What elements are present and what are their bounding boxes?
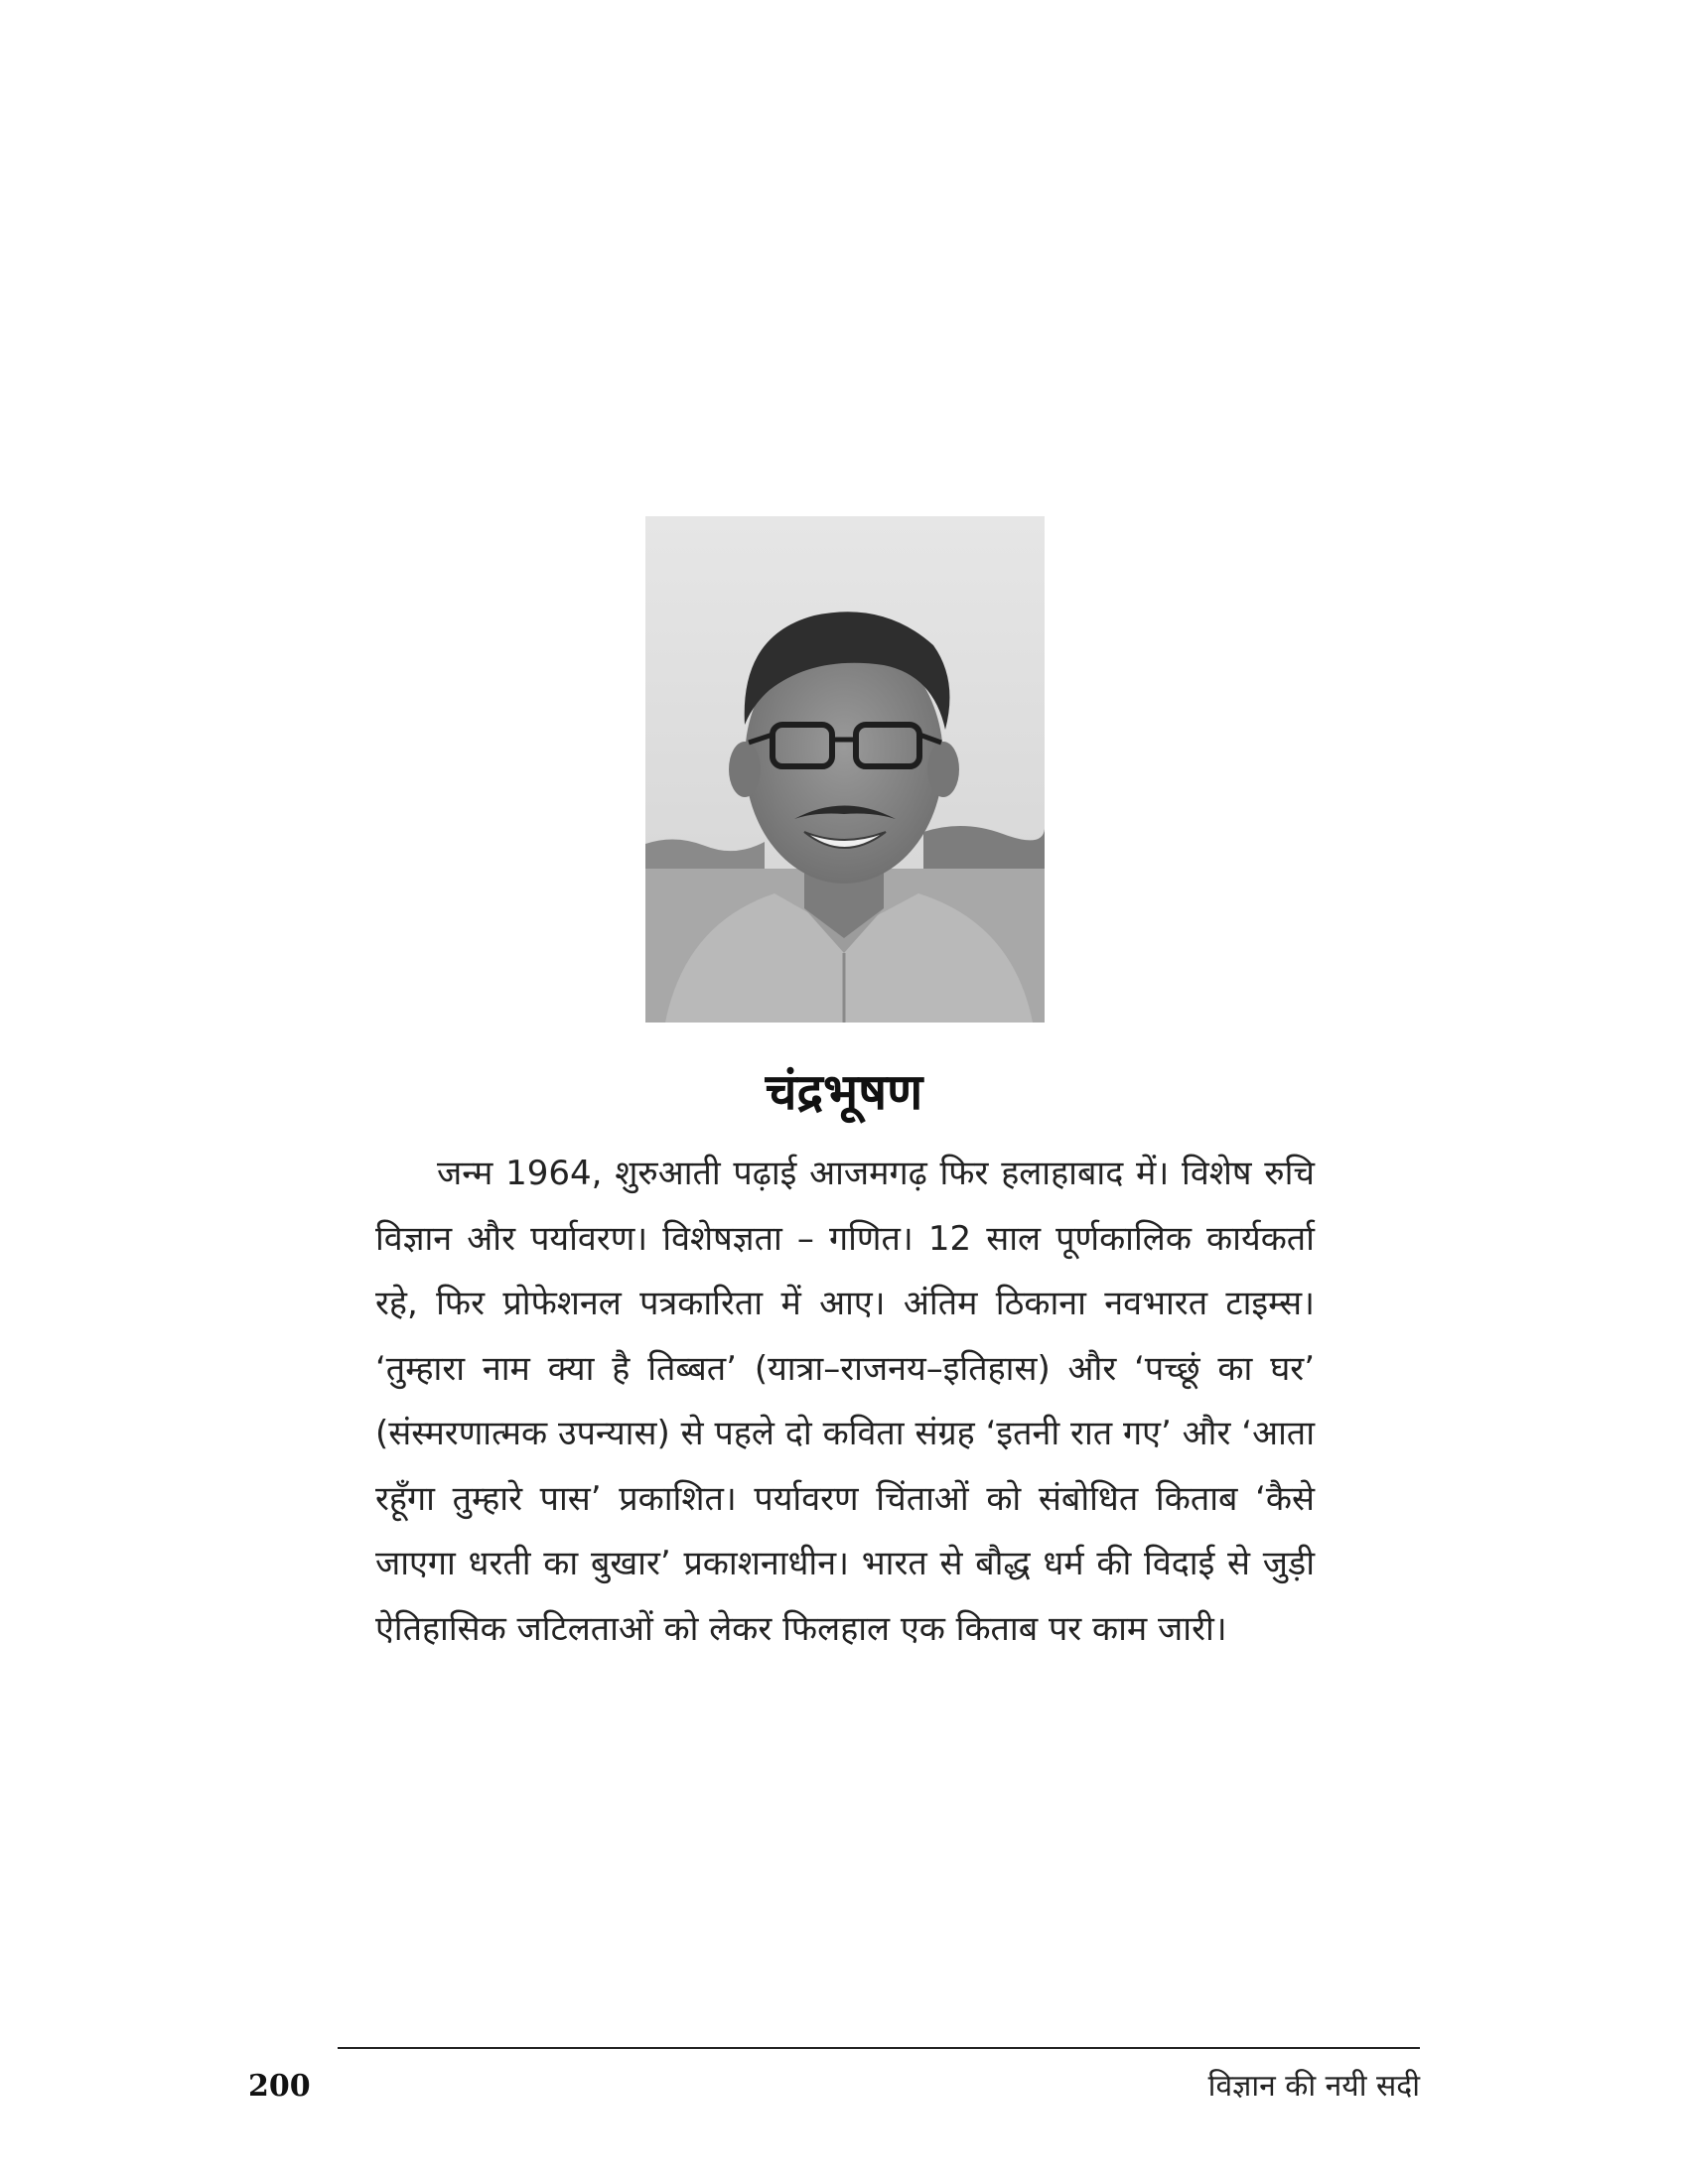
page-number: 200 xyxy=(248,2069,311,2104)
footer-divider xyxy=(338,2047,1420,2049)
author-photo xyxy=(645,516,1045,1023)
running-book-title: विज्ञान की नयी सदी xyxy=(1207,2069,1420,2104)
author-bio: जन्म 1964, शुरुआती पढ़ाई आजमगढ़ फिर हलाहाबाद में। विशेष रुचि विज्ञान और पर्यावरण। विशेषज्ञता – गणित। 12 साल पूर्णकालिक कार्यकर्ता रहे, फिर प्रोफेशनल पत्रकारिता में आए। अंतिम ठिकाना नवभारत टाइम्स। ‘तुम्हारा नाम क्या है तिब्बत’ (यात्रा–राजनय–इतिहास) और ‘पच्छूं का घर’ (संस्मरणात्मक उपन्यास) से पहले दो कविता संग्रह ‘इतनी रात गए’ और ‘आता रहूँगा तुम्हारे पास’ प्रकाशित। पर्यावरण चिंताओं को संबोधित किताब ‘कैसे जाएगा धरती का बुखार’ प्रकाशनाधीन। भारत से बौद्ध धर्म की विदाई से जुड़ी ऐतिहासिक जटिलताओं को लेकर फिलहाल एक किताब पर काम जारी। xyxy=(375,1154,1315,1649)
author-name: चंद्रभूषण xyxy=(765,1063,923,1121)
